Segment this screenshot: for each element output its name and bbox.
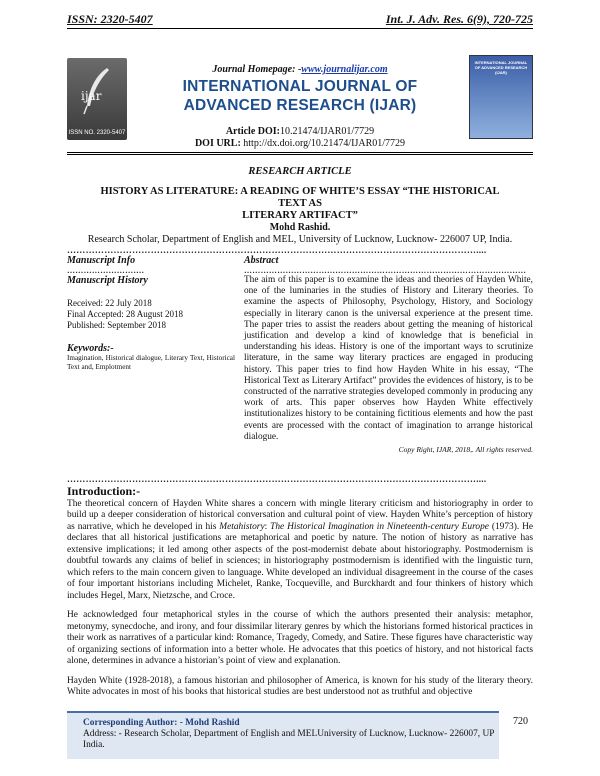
doi-url-label: DOI URL:	[194, 138, 241, 149]
journal-homepage	[67, 64, 533, 75]
issn-text: ISSN: 2320-5407	[67, 12, 153, 26]
homepage-label: Journal Homepage: -	[212, 64, 302, 75]
keywords-list: Imagination, Historical dialogue, Literary Text, Historical Text and, Emplotment	[67, 354, 235, 371]
running-header	[67, 10, 533, 29]
manuscript-info-panel	[67, 255, 235, 372]
keywords-heading: Keywords:-	[67, 343, 114, 354]
doi-block	[67, 126, 533, 150]
abstract-text: The aim of this paper is to examine the ideas and theories of Hayden White, one of the luminaries in the studies of History and Literary theories. To examine the aspects of Philosophy, Psychology, History, and Sociology especially in literary canon is the universal experience at the present time. The paper tries to assist the readers about getting the meaning of historical justification and develop a kind of knowledge that is beneficial in understanding his ideas. History is one of the important ways to scrutinize literature, in the same way literary practices are engaged in producing history. This paper tries to find how Hayden White in his essay, “The Historical Text as Literary Artifact” provides the evidences of history, is to be constructed of the narrative strategies developed commonly in producing any work of arts. This paper observes how Hayden White effectively institutionalizes history to be containing fictitious elements and how the past events are processed with the contact of imagination to arrange historical dialogue.	[244, 275, 533, 442]
copyright-note: Copy Right, IJAR, 2018,. All rights reserved.	[398, 445, 533, 455]
abstract-heading: Abstract	[244, 255, 279, 266]
author-name: Mohd Rashid.	[269, 222, 331, 233]
manuscript-history-heading: Manuscript History	[67, 275, 148, 286]
introduction-heading: Introduction:-	[67, 484, 141, 498]
author-affiliation: Research Scholar, Department of English and MEL, University of Lucknow, Lucknow- 226007 UP, India.	[87, 234, 513, 245]
manuscript-info-heading: Manuscript Info	[67, 255, 136, 266]
corresponding-author-label: Corresponding Author: - Mohd Rashid	[83, 718, 240, 728]
received-date: Received: 22 July 2018	[67, 298, 152, 308]
dotted-divider: ……………………………………………………………………………………………………………………....	[67, 245, 487, 255]
corresponding-author-text	[83, 718, 498, 751]
doi-value: 10.21474/IJAR01/7729	[279, 126, 375, 137]
page-number: 720	[513, 716, 528, 727]
logo-text: ijar	[81, 89, 102, 103]
dotted-divider: …………………………………………………………………………………………	[244, 266, 527, 275]
journal-reference: Int. J. Adv. Res. 6(9), 720-725	[385, 12, 533, 26]
logo-issn: ISSN NO. 2320-5407	[68, 130, 126, 136]
homepage-link[interactable]: www.journalijar.com	[301, 64, 388, 75]
accepted-date: Final Accepted: 28 August 2018	[67, 309, 183, 319]
journal-title-line-1: INTERNATIONAL JOURNAL OF	[182, 78, 418, 95]
paper-title-line-2: LITERARY ARTIFACT”	[242, 210, 358, 221]
dotted-divider: ……………………….	[67, 266, 144, 275]
paragraph: The theoretical concern of Hayden White shares a concern with mingle literary criticism and historiography in order to build up a deeper consideration of historical conversation and cultural point of view. Hayden White’s perception of history as narrative, which he developed in his Metahistory: The Historical Imagination in Nineteenth-century Europe (1973). He declares that all historical justifications are metaphorical and poetic by nature. The notion of history as narrative has extensive implications; it led among other aspects of the post-modernist debate about historiography. Postmodernism is doubtful towards any claims of belief in sciences; in historiography postmodernism is identified with the linguistic turn, which refers to the main concern given to language. White developed an individual disagreement in the course of the cases of four important historians including Michelet, Ranke, Tocqueville, and Burckhardt and four thinkers of history which includes Hegel, Marx, Nietzsche, and Croce.	[67, 498, 534, 601]
cover-title: INTERNATIONAL JOURNAL OF ADVANCED RESEARCH (IJAR)	[474, 60, 528, 75]
article-type: RESEARCH ARTICLE	[248, 166, 352, 177]
paragraph: He acknowledged four metaphorical styles in the course of which the authors presented their analysis: metaphor, metonymy, synecdoche, and irony, and four dissimilar literary genres by which the historians formed historical practices in their work as narratives of a particular kind: Romance, Tragedy, Comedy, and Satire. These figures have characteristic way of organizing sections of information into a better whole. He advocates that this poetics of history, and not historical facts alone, determines in advance a historian’s point of view and explanation.	[67, 610, 533, 666]
journal-header	[67, 40, 533, 160]
dotted-divider: ……………………………………………………………………………………………………………………....	[67, 474, 487, 484]
paper-title-line-1: HISTORY AS LITERATURE: A READING OF WHITE’S ESSAY “THE HISTORICAL TEXT AS	[100, 186, 500, 209]
doi-label: Article DOI:	[225, 126, 280, 137]
corresponding-author-address: Address: - Research Scholar, Department of English and MELUniversity of Lucknow, Lucknow- 226007, UP India.	[83, 729, 495, 750]
paper-title	[87, 186, 513, 222]
paragraph: Hayden White (1928-2018), a famous historian and philosopher of America, is known for his study of the literary theory. White advocates in most of his books that historical studies are best understood not as truthful and objective	[67, 675, 533, 697]
article-body	[67, 486, 533, 707]
journal-title-line-2: ADVANCED RESEARCH (IJAR)	[183, 97, 417, 114]
header-divider	[67, 152, 533, 155]
journal-cover-image	[469, 55, 533, 139]
doi-url-link[interactable]: http://dx.doi.org/10.21474/IJAR01/7729	[243, 138, 406, 149]
published-date: Published: September 2018	[67, 320, 166, 330]
abstract-panel	[244, 255, 533, 454]
journal-title	[117, 77, 483, 115]
